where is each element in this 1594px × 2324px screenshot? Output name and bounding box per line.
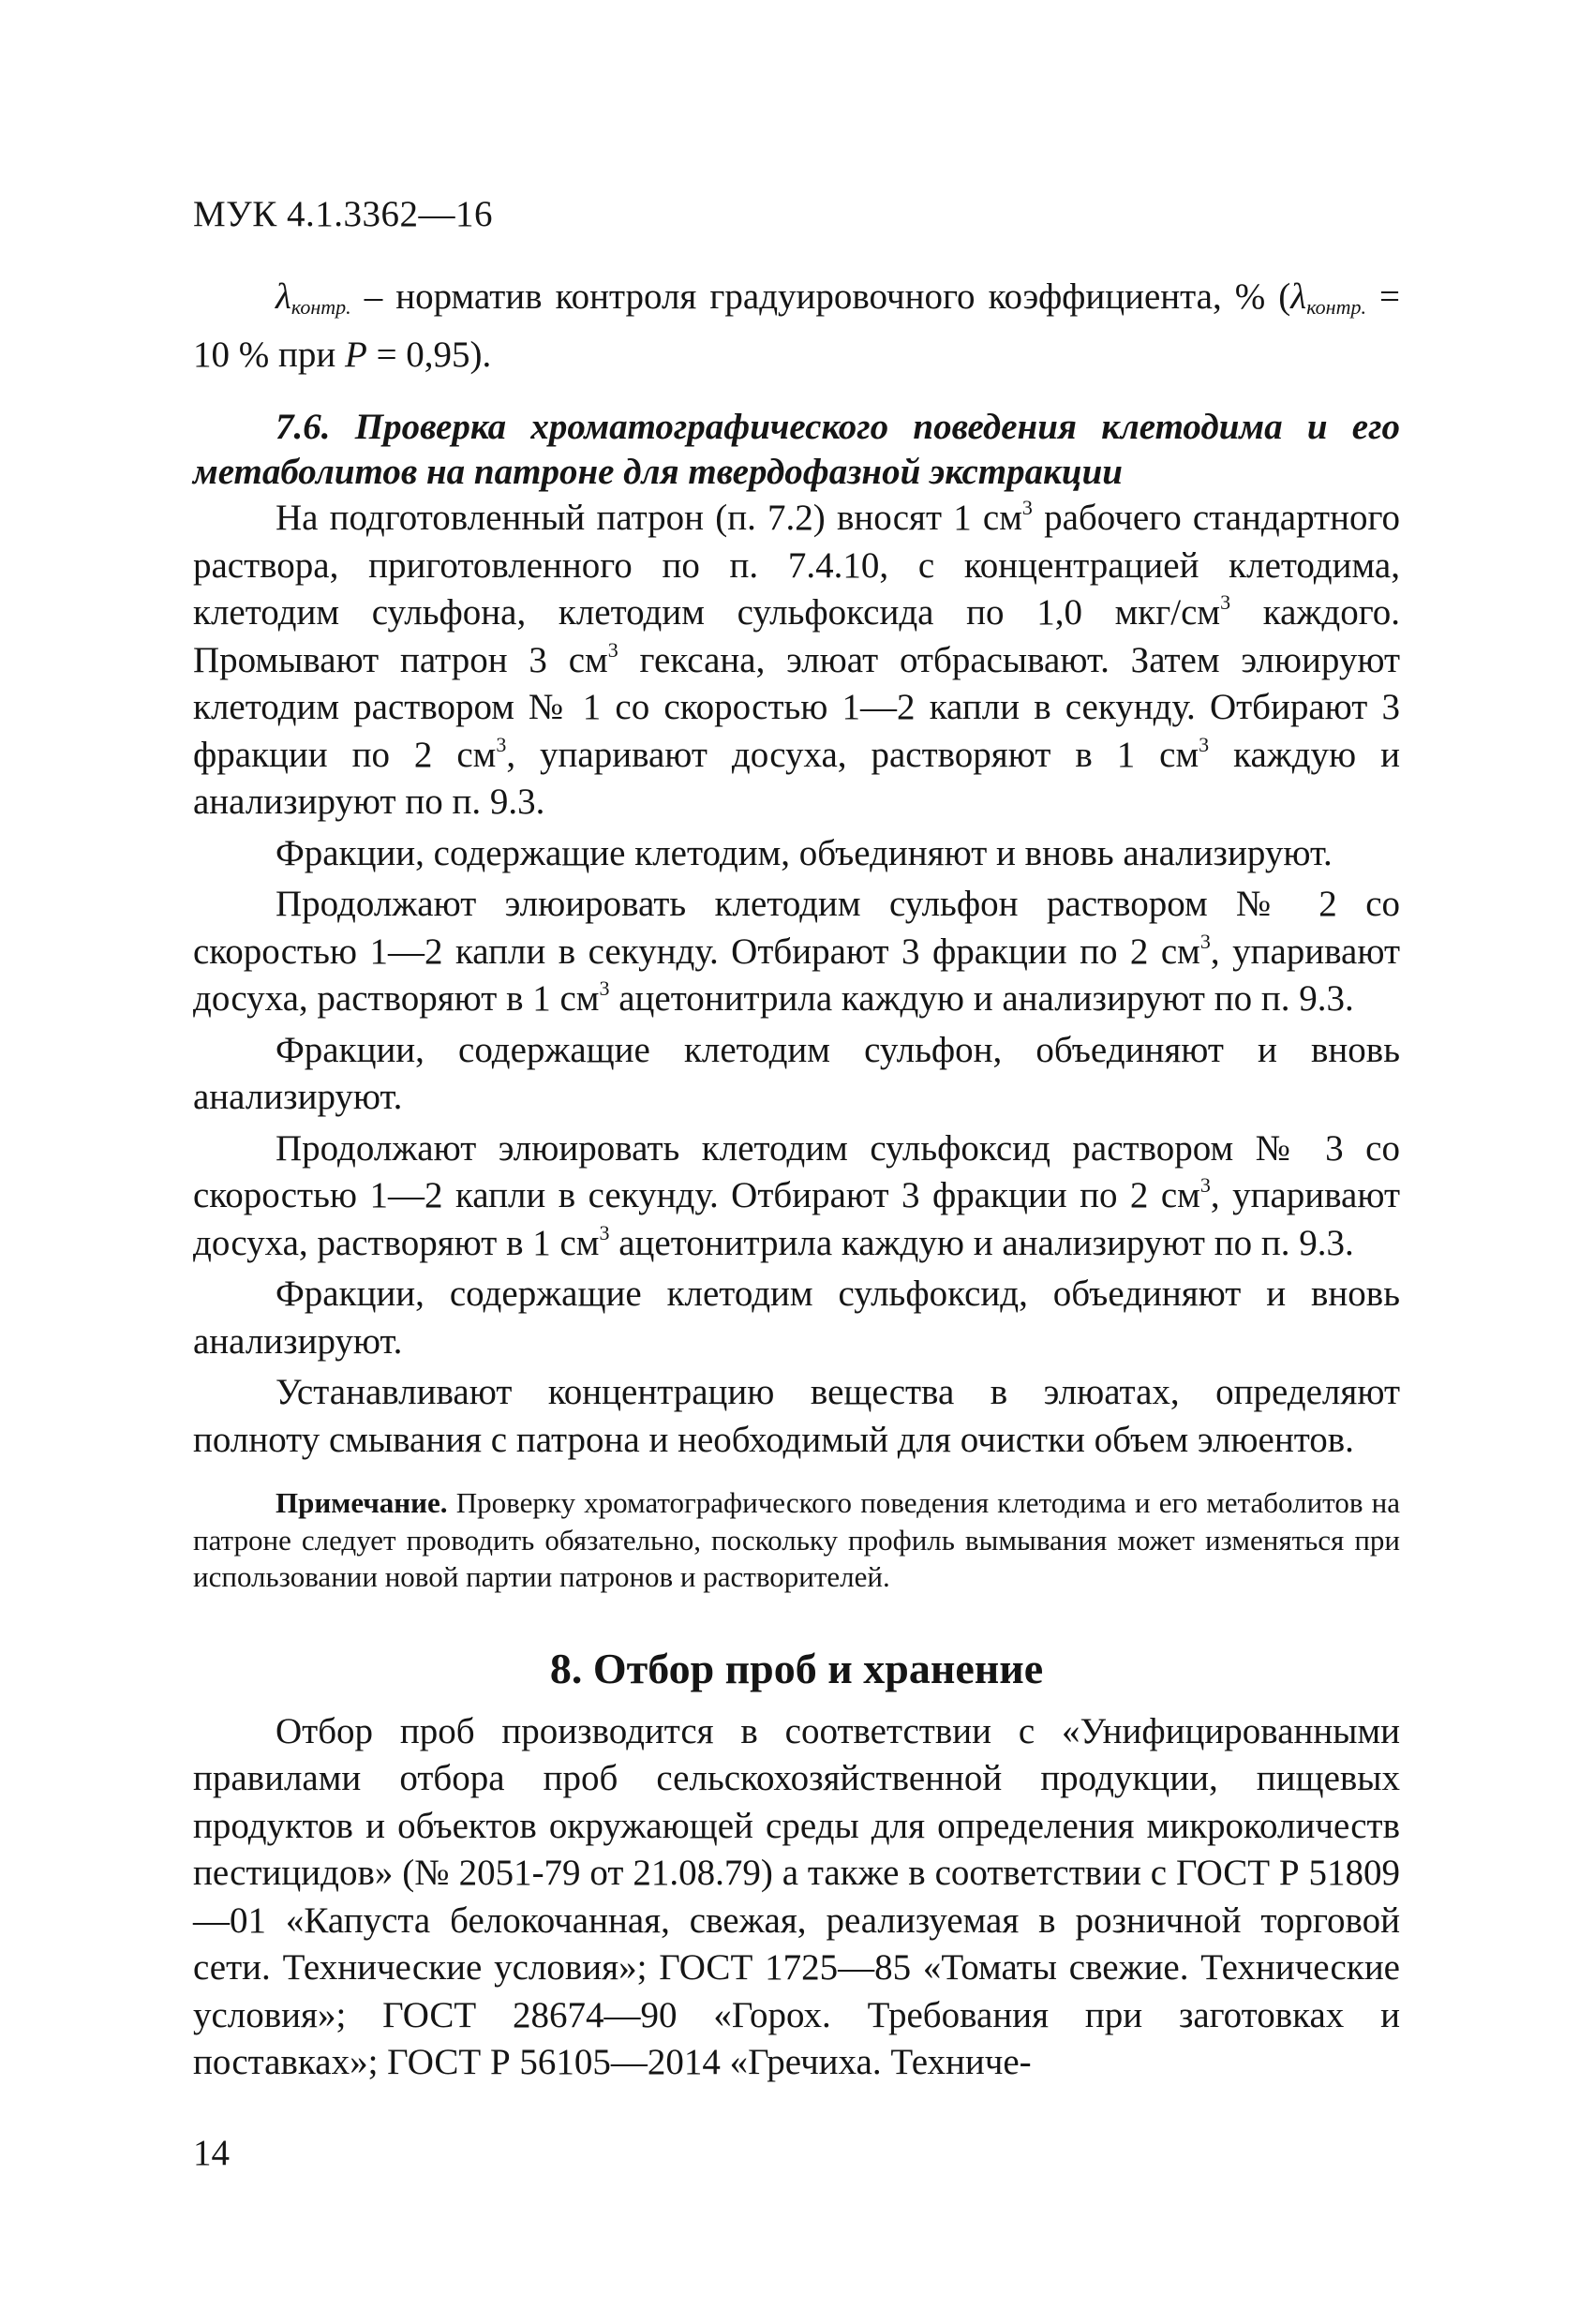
note-text: Проверку хроматографического поведения клетодима и его метаболитов на патроне следует проводить обязательно, поскольку профиль вымывания может изменяться при использовании новой партии патронов и растворителей.	[193, 1486, 1400, 1593]
note-paragraph	[193, 1484, 1400, 1596]
section-7-6-paragraph-3: Продолжают элюировать клетодим сульфон раствором № 2 со скоростью 1—2 капли в секунду. Отбирают 3 фракции по 2 $см^3$, упаривают досуха, растворяют в 1 $см^3$ ацетонитрила каждую и анализируют по п. 9.3.	[193, 884, 1400, 1019]
lambda-symbol: $\lambda_{контр.}$	[276, 276, 351, 319]
section-7-6-paragraph-2: Фракции, содержащие клетодим, объединяют и вновь анализируют.	[276, 832, 1333, 873]
section-7-6-paragraph-5: Продолжают элюировать клетодим сульфоксид раствором № 3 со скоростью 1—2 капли в секунду. Отбирают 3 фракции по 2 $см^3$, упаривают досуха, растворяют в 1 $см^3$ ацетонитрила каждую и анализируют по п. 9.3.	[193, 1127, 1400, 1263]
section-7-6-paragraph-1: На подготовленный патрон (п. 7.2) вносят 1 $см^3$ рабочего стандартного раствора, приготовленного по п. 7.4.10, с концентрацией клетодима, клетодим сульфона, клетодим сульфоксида по 1,0 мкг/$см^3$ каждого. Промывают патрон 3 $см^3$ гексана, элюат отбрасывают. Затем элюируют клетодим раствором № 1 со скоростью 1—2 капли в секунду. Отбирают 3 фракции по 2 $см^3$, упаривают досуха, растворяют в 1 $см^3$ каждую и анализируют по п. 9.3.	[193, 496, 1401, 822]
note-label: Примечание.	[276, 1486, 448, 1519]
section-7-6-title: 7.6. Проверка хроматографического поведения клетодима и его метаболитов на патроне для твердофазной экстракции	[193, 407, 1400, 492]
section-7-6-paragraph-6: Фракции, содержащие клетодим сульфоксид, объединяют и вновь анализируют.	[193, 1274, 1400, 1362]
section-8-paragraph-1: Отбор проб производится в соответствии с «Унифицированными правилами отбора проб сельскохозяйственной продукции, пищевых продуктов и объектов окружающей среды для определения микроколичеств пестицидов» (№ 2051-79 от 21.08.79) а также в соответствии с ГОСТ Р 51809—01 «Капуста белокочанная, свежая, реализуемая в розничной торговой сети. Технические условия»; ГОСТ 1725—85 «Томаты свежие. Технические условия»; ГОСТ 28674—90 «Горох. Требования при заготовках и поставках»; ГОСТ Р 56105—2014 «Гречиха. Техниче-	[193, 1710, 1400, 2082]
document-body	[193, 274, 1400, 2087]
section-8-title: 8. Отбор проб и хранение	[549, 1644, 1044, 1692]
document-header-code: МУК 4.1.3362—16	[193, 194, 494, 234]
lambda-symbol-inline: $\lambda_{контр.}$	[1290, 276, 1366, 319]
section-7-6-paragraph-7: Устанавливают концентрацию вещества в элюатах, определяют полноту смывания с патрона и необходимый для очистки объем элюентов.	[193, 1372, 1400, 1460]
section-7-6-paragraph-4: Фракции, содержащие клетодим сульфон, объединяют и вновь анализируют.	[193, 1029, 1400, 1117]
lambda-definition: $\lambda_{контр.}$ – норматив контроля градуировочного коэффициента, % ($\lambda_{контр.} = 10$ % при P = 0,95).	[193, 276, 1401, 375]
page-number: 14	[193, 2133, 230, 2173]
